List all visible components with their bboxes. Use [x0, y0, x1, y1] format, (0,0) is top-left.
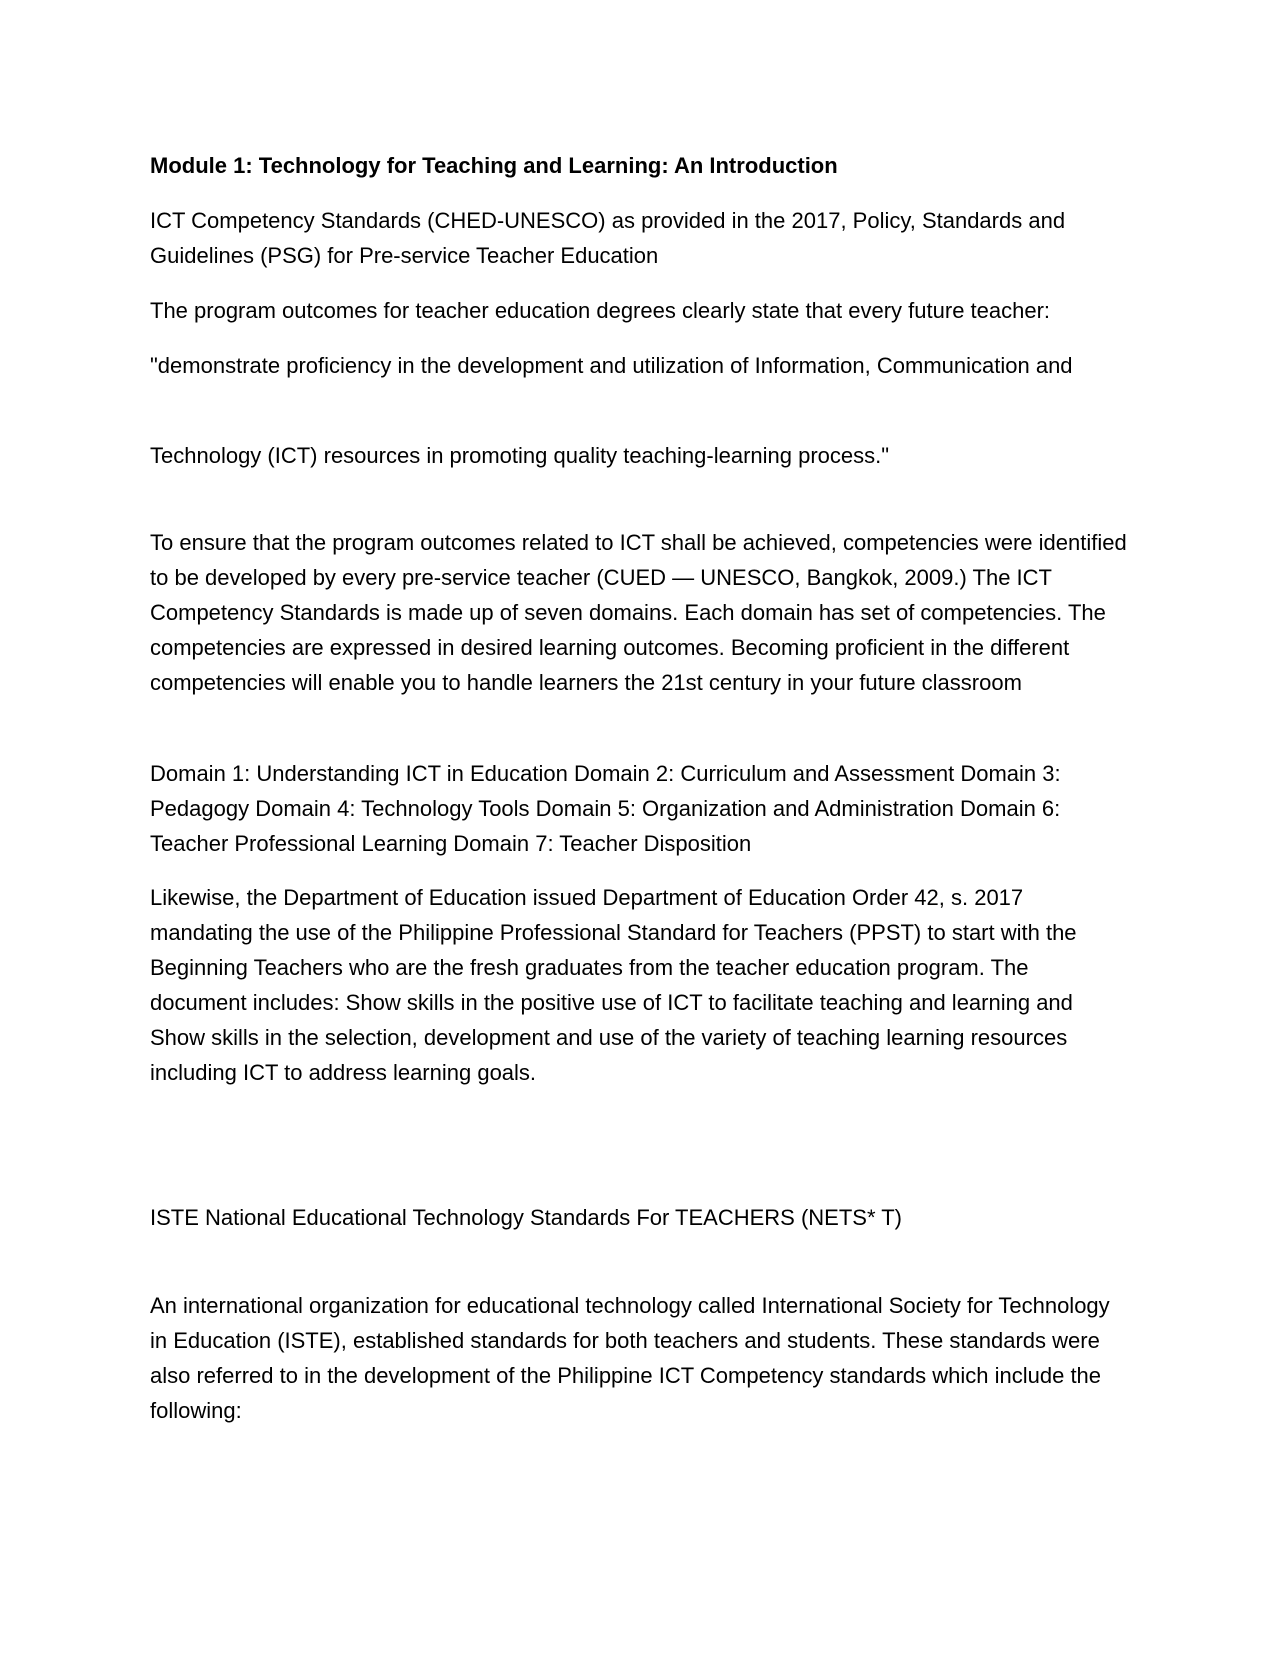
- paragraph-quote-part-2: Technology (ICT) resources in promoting quality teaching-learning process.": [150, 443, 890, 468]
- module-title: Module 1: Technology for Teaching and Learning: An Introduction: [150, 153, 838, 178]
- paragraph-iste-description: An international organization for educational technology called International Society for Technology in Education (ISTE), established standards for both teachers and students. These standards were also referred to in the development of the Philippine ICT Competency standards which include the following:: [150, 1293, 1110, 1423]
- paragraph-program-outcomes: The program outcomes for teacher education degrees clearly state that every future teacher:: [150, 298, 1051, 323]
- paragraph-domains: Domain 1: Understanding ICT in Education Domain 2: Curriculum and Assessment Domain 3: Pedagogy Domain 4: Technology Tools Domain 5: Organization and Administration Domain 6: Teacher Professional Learning Domain 7: Teacher Disposition: [150, 761, 1061, 856]
- paragraph-ict-standards: ICT Competency Standards (CHED-UNESCO) as provided in the 2017, Policy, Standards and Guidelines (PSG) for Pre-service Teacher Education: [150, 208, 1066, 268]
- paragraph-iste-heading: ISTE National Educational Technology Standards For TEACHERS (NETS* T): [150, 1205, 903, 1230]
- paragraph-competencies: To ensure that the program outcomes related to ICT shall be achieved, competencies were identified to be developed by every pre-service teacher (CUED — UNESCO, Bangkok, 2009.) The ICT Competency Standards is made up of seven domains. Each domain has set of competencies. The competencies are expressed in desired learning outcomes. Becoming proficient in the different competencies will enable you to handle learners the 21st century in your future classroom: [150, 530, 1127, 695]
- paragraph-quote-part-1: "demonstrate proficiency in the development and utilization of Information, Communication and: [150, 353, 1073, 378]
- paragraph-deped-order: Likewise, the Department of Education issued Department of Education Order 42, s. 2017 mandating the use of the Philippine Professional Standard for Teachers (PPST) to start with the Beginning Teachers who are the fresh graduates from the teacher education program. The document includes: Show skills in the positive use of ICT to facilitate teaching and learning and Show skills in the selection, development and use of the variety of teaching learning resources including ICT to address learning goals.: [150, 885, 1077, 1085]
